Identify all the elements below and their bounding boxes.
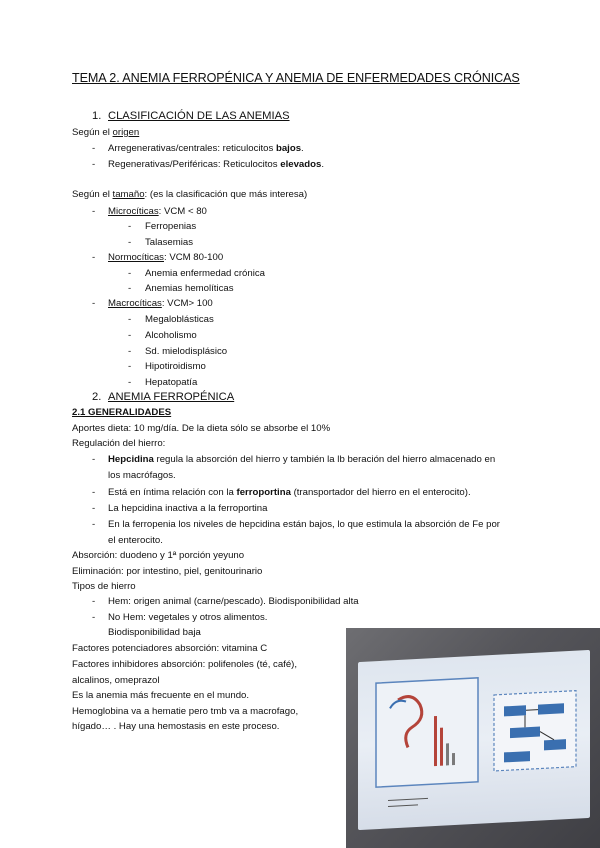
bullet-dash: - (128, 314, 132, 325)
bullet-dash: - (128, 237, 132, 248)
origen-item-1: Arregenerativas/centrales: reticulocitos bajos. (108, 143, 304, 154)
bullet-dash: - (92, 519, 96, 530)
section-2-heading: ANEMIA FERROPÉNICA (108, 391, 235, 403)
tipo-no-hem: No Hem: vegetales y otros alimentos. (108, 612, 268, 623)
normo-item: Anemia enfermedad crónica (145, 268, 265, 279)
bullet-dash: - (92, 612, 96, 623)
regulacion-item-4-cont: el enterocito. (108, 535, 163, 546)
bullet-dash: - (92, 596, 96, 607)
regulacion-item-3: La hepcidina inactiva a la ferroportina (108, 503, 268, 514)
macro-item: Hepatopatía (145, 377, 198, 388)
microciticas-line: Microcíticas: VCM < 80 (108, 206, 207, 217)
bullet-dash: - (128, 361, 132, 372)
regulacion-item-2: Está en íntima relación con la ferroportina (transportador del hierro en el enterocito). (108, 487, 471, 498)
macrociticas-line: Macrocíticas: VCM> 100 (108, 298, 213, 309)
regulacion-line: Regulación del hierro: (72, 438, 166, 449)
macro-item: Alcoholismo (145, 330, 197, 341)
bullet-dash: - (92, 503, 96, 514)
bullet-dash: - (92, 252, 96, 263)
bullet-dash: - (92, 143, 96, 154)
bullet-dash: - (128, 377, 132, 388)
macro-item: Megaloblásticas (145, 314, 214, 325)
micro-item: Talasemias (145, 237, 193, 248)
bullet-dash: - (92, 159, 96, 170)
bullet-dash: - (128, 283, 132, 294)
tipo-no-hem-cont: Biodisponibilidad baja (108, 627, 201, 638)
normo-item: Anemias hemolíticas (145, 283, 234, 294)
slide-diagram (358, 650, 590, 830)
hemoglobina-line: Hemoglobina va a hematie pero tmb va a macrofago, (72, 706, 299, 717)
absorcion-line: Absorción: duodeno y 1ª porción yeyuno (72, 550, 245, 561)
micro-item: Ferropenias (145, 221, 197, 232)
potenciadores-line: Factores potenciadores absorción: vitamina C (72, 643, 268, 654)
hemoglobina-line-cont: hígado… . Hay una hemostasis en este proceso. (72, 721, 280, 732)
page-title: TEMA 2. ANEMIA FERROPÉNICA Y ANEMIA DE ENFERMEDADES CRÓNICAS (72, 71, 520, 85)
section-1-heading: CLASIFICACIÓN DE LAS ANEMIAS (108, 110, 290, 122)
bullet-dash: - (92, 454, 96, 465)
origen-item-2: Regenerativas/Periféricas: Reticulocitos elevados. (108, 159, 324, 170)
section-2-number: 2. (92, 391, 102, 403)
bullet-dash: - (128, 221, 132, 232)
eliminacion-line: Eliminación: por intestino, piel, genitourinario (72, 566, 263, 577)
bullet-dash: - (128, 330, 132, 341)
regulacion-item-4: En la ferropenia los niveles de hepcidina están bajos, lo que estimula la absorción de Fe por (108, 519, 500, 530)
bullet-dash: - (92, 298, 96, 309)
tamano-line: Según el tamaño: (es la clasificación que más interesa) (72, 189, 308, 200)
bullet-dash: - (128, 268, 132, 279)
macro-item: Hipotiroidismo (145, 361, 206, 372)
origen-line: Según el origen (72, 127, 140, 138)
regulacion-item-1: Hepcidina regula la absorción del hierro y también la lb beración del hierro almacenado en (108, 454, 496, 465)
tipo-hem: Hem: origen animal (carne/pescado). Biodisponibilidad alta (108, 596, 359, 607)
frecuente-line: Es la anemia más frecuente en el mundo. (72, 690, 250, 701)
aportes-line: Aportes dieta: 10 mg/día. De la dieta sólo se absorbe el 10% (72, 423, 331, 434)
normociticas-line: Normocíticas: VCM 80-100 (108, 252, 224, 263)
inhibidores-line-cont: alcalinos, omeprazol (72, 675, 160, 686)
bullet-dash: - (128, 346, 132, 357)
macro-item: Sd. mielodisplásico (145, 346, 228, 357)
regulacion-item-1-cont: los macrófagos. (108, 470, 176, 481)
slide-photo (346, 628, 600, 848)
bullet-dash: - (92, 487, 96, 498)
section-1-number: 1. (92, 110, 102, 122)
bullet-dash: - (92, 206, 96, 217)
inhibidores-line: Factores inhibidores absorción: polifenoles (té, café), (72, 659, 298, 670)
projector-screen (358, 650, 590, 830)
tipos-line: Tipos de hierro (72, 581, 136, 592)
subsection-heading: 2.1 GENERALIDADES (72, 407, 172, 418)
